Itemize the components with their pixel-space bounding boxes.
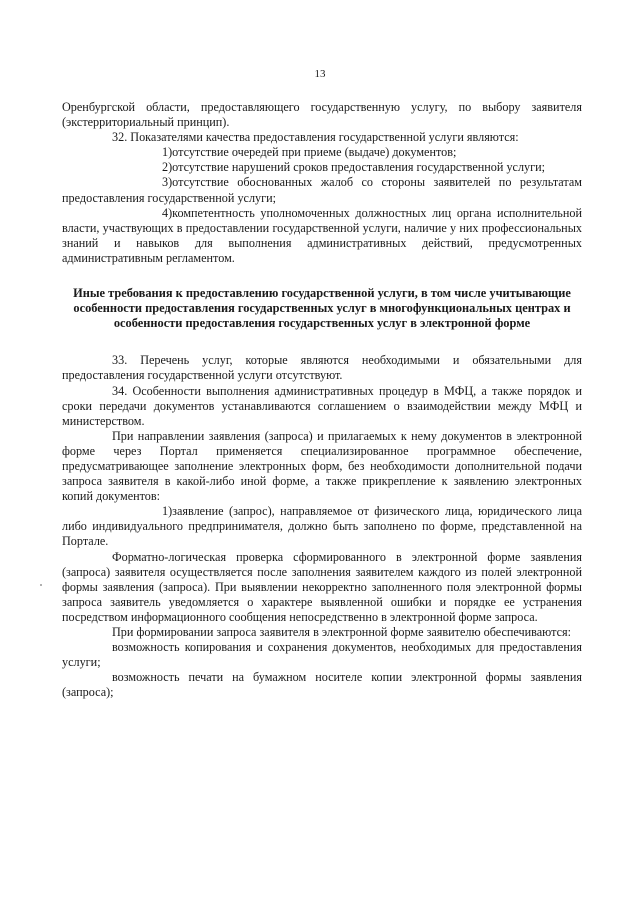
- list-text: заявление (запрос), направляемое от физического лица, юридического лица либо индивидуального предпринимателя, должно быть заполнено по форме, представленной на Портале.: [62, 504, 582, 549]
- list-number: 2): [162, 160, 173, 175]
- paragraph-text: возможность печати на бумажном носителе копии электронной формы заявления (запроса);: [62, 670, 582, 700]
- paragraph: [62, 640, 582, 670]
- paragraph: [62, 625, 582, 640]
- paragraph: [62, 429, 582, 504]
- paragraph-item-33: [62, 353, 582, 383]
- paragraph-text: 34. Особенности выполнения административных процедур в МФЦ, а также порядок и сроки передачи документов устанавливаются соглашением о взаимодействии между МФЦ и министерством.: [62, 383, 582, 428]
- section-heading: Иные требования к предоставлению государственной услуги, в том числе учитывающие особенности предоставления государственных услуг в многофункциональных центрах и особенности предоставления государственных услуг в электронной форме: [73, 286, 571, 331]
- list-number: 3): [162, 175, 173, 190]
- paragraph-text: Оренбургской области, предоставляющего государственную услугу, по выбору заявителя (экстерриториальный принцип).: [62, 100, 582, 130]
- list-number: 4): [162, 205, 173, 220]
- paragraph: [62, 550, 582, 625]
- list-number: 1): [162, 145, 173, 160]
- list-text: отсутствие очередей при приеме (выдаче) документов;: [172, 145, 457, 160]
- list-item: [62, 206, 582, 266]
- paragraph: [62, 670, 582, 700]
- paragraph-item-32: [62, 130, 582, 145]
- paragraph-text: Форматно-логическая проверка сформированного в электронной форме заявления (запроса) заявителя осуществляется после заполнения заявителем каждого из полей электронной формы заявления (запроса). При выявлении некорректно заполненного поля электронной формы запроса заявитель уведомляется о характере выявленной ошибки и порядке ее устранения посредством информационного сообщения непосредственно в электронной форме запроса.: [62, 549, 582, 624]
- paragraph-text: При формировании запроса заявителя в электронной форме заявителю обеспечиваются:: [112, 625, 572, 639]
- list-item: [62, 175, 582, 205]
- paragraph-item-34: [62, 384, 582, 429]
- scan-speck: [40, 584, 42, 586]
- paragraph-text: 32. Показателями качества предоставления государственной услуги являются:: [112, 130, 519, 145]
- list-text: компетентность уполномоченных должностных лиц органа исполнительной власти, участвующих в предоставлении государственной услуги, наличие у них профессиональных знаний и навыков для выполнения административных действий, предусмотренных административным регламентом.: [62, 205, 582, 265]
- list-number: 1): [162, 504, 173, 519]
- list-text: отсутствие обоснованных жалоб со стороны заявителей по результатам предоставления государственной услуги;: [62, 175, 582, 205]
- list-item: [62, 145, 582, 160]
- list-text: отсутствие нарушений сроков предоставления государственной услуги;: [172, 160, 546, 175]
- list-item: [62, 160, 582, 175]
- list-item: [62, 504, 582, 549]
- paragraph-text: возможность копирования и сохранения документов, необходимых для предоставления услуги;: [62, 640, 582, 670]
- paragraph-continuation: [62, 100, 582, 130]
- document-body: [62, 100, 582, 700]
- paragraph-text: При направлении заявления (запроса) и прилагаемых к нему документов в электронной форме через Портал применяется специализированное программное обеспечение, предусматривающее заполнение электронных форм, без необходимости дополнительной подачи запроса заявителя в какой-либо иной форме, а также прикрепление к заявлению электронных копий документов:: [62, 428, 582, 504]
- page-number: 13: [314, 68, 326, 80]
- paragraph-text: 33. Перечень услуг, которые являются необходимыми и обязательными для предоставления государственной услуги отсутствуют.: [62, 353, 582, 383]
